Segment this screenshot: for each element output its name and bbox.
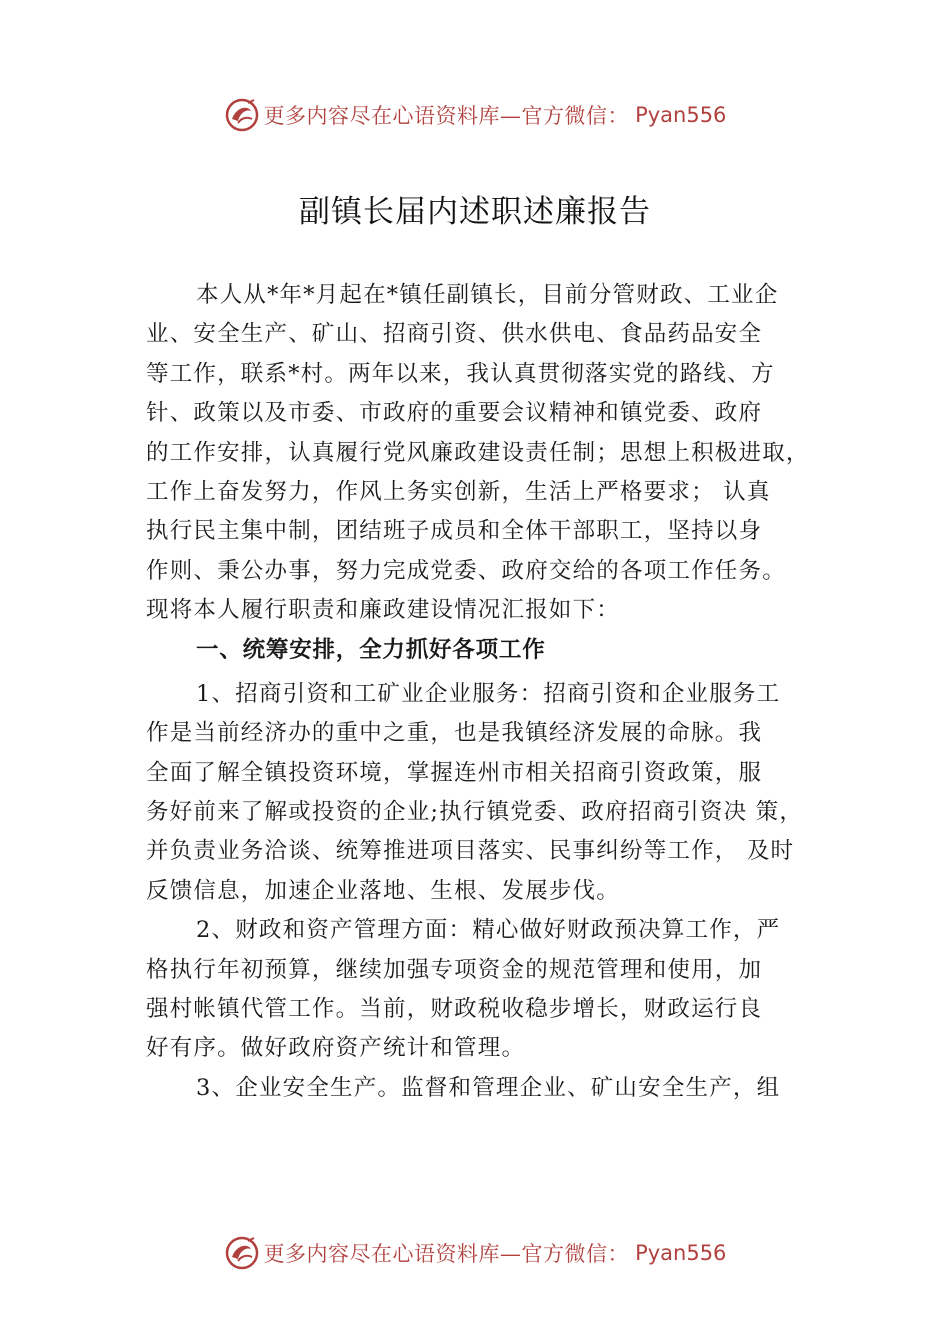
body-line: 的工作安排，认真履行党风廉政建设责任制；思想上积极进取， [146, 439, 810, 466]
footer-banner [0, 1233, 950, 1273]
header-banner [0, 95, 950, 135]
document-title: 副镇长届内述职述廉报告 [299, 194, 651, 230]
body-line: 反馈信息，加速企业落地、生根、发展步伐。 [146, 877, 621, 904]
body-line: 作是当前经济办的重中之重，也是我镇经济发展的命脉。我 [146, 720, 763, 747]
body-line: 1、招商引资和工矿业企业服务：招商引资和企业服务工 [196, 680, 781, 707]
body-line: 执行民主集中制，团结班子成员和全体干部职工，坚持以身 [146, 518, 763, 545]
body-line: 务好前来了解或投资的企业;执行镇党委、政府招商引资决 策， [146, 799, 804, 826]
body-line: 并负责业务洽谈、统筹推进项目落实、民事纠纷等工作， 及时 [146, 838, 795, 865]
banner-wechat-id: Pyan556 [635, 103, 727, 127]
body-line: 本人从*年*月起在*镇任副镇长，目前分管财政、工业企 [196, 282, 779, 308]
body-line: 工作上奋发努力，作风上务实创新，生活上严格要求； 认真 [146, 478, 771, 505]
body-line: 现将本人履行职责和廉政建设情况汇报如下： [146, 597, 621, 624]
body-line: 3、企业安全生产。监督和管理企业、矿山安全生产，组 [196, 1074, 781, 1101]
body-line: 2、财政和资产管理方面：精心做好财政预决算工作，严 [196, 917, 781, 944]
body-line: 格执行年初预算，继续加强专项资金的规范管理和使用，加 [146, 956, 763, 983]
body-line: 针、政策以及市委、市政府的重要会议精神和镇党委、政府 [146, 400, 763, 427]
banner-text: 更多内容尽在心语资料库—官方微信： [263, 104, 630, 128]
body-line: 全面了解全镇投资环境，掌握连州市相关招商引资政策，服 [146, 759, 763, 786]
banner-wechat-id: Pyan556 [635, 1241, 727, 1265]
section-heading: 一、统筹安排，全力抓好各项工作 [196, 636, 546, 663]
red-swirl-logo-icon [224, 97, 260, 133]
body-line: 强村帐镇代管工作。当前，财政税收稳步增长，财政运行良 [146, 996, 763, 1023]
banner-text: 更多内容尽在心语资料库—官方微信： [263, 1242, 630, 1266]
body-line: 好有序。做好政府资产统计和管理。 [146, 1035, 526, 1062]
document-body [146, 276, 836, 1108]
body-line: 等工作，联系*村。两年以来，我认真贯彻落实党的路线、方 [146, 360, 775, 387]
body-line: 业、安全生产、矿山、招商引资、供水供电、食品药品安全 [146, 321, 763, 348]
red-swirl-logo-icon [224, 1235, 260, 1271]
body-line: 作则、秉公办事，努力完成党委、政府交给的各项工作任务。 [146, 557, 786, 584]
